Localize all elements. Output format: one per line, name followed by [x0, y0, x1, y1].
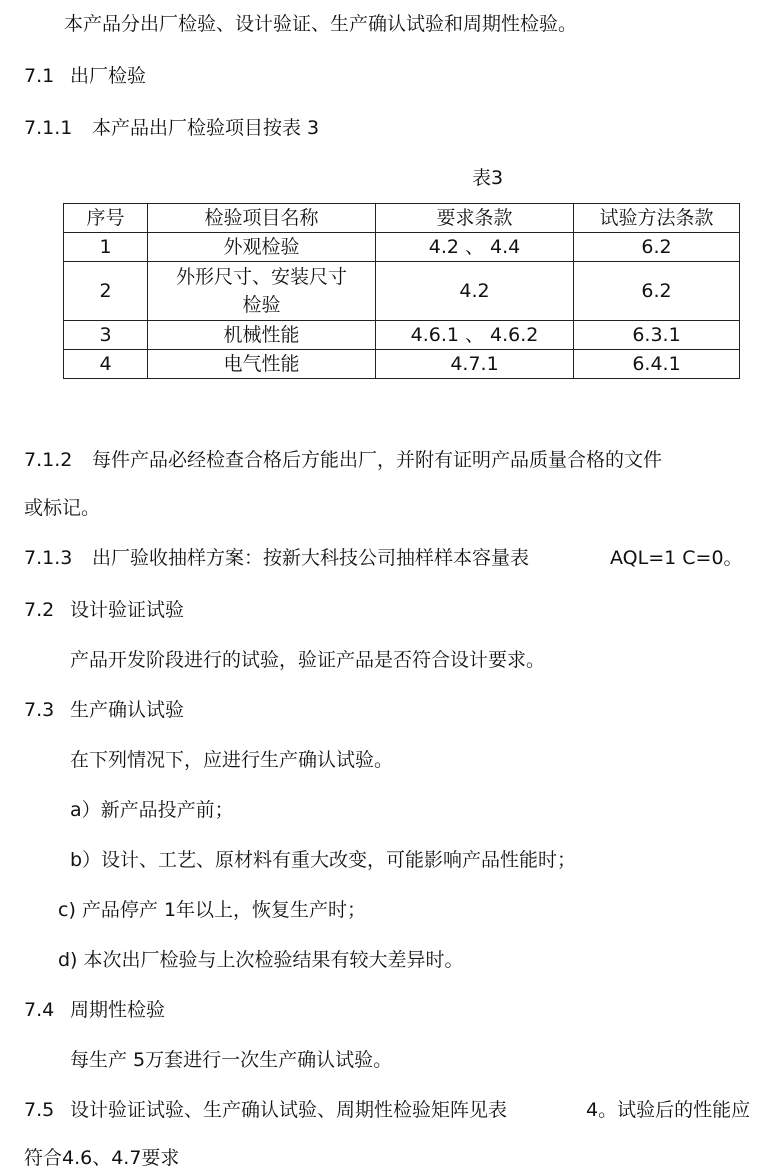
- section-text: 设计验证试验、生产确认试验、周期性检验矩阵见表: [70, 1099, 508, 1121]
- list-item-b: b）设计、工艺、原材料有重大改变，可能影响产品性能时；: [70, 849, 577, 871]
- aql-value: AQL=1 C=0。: [610, 547, 743, 569]
- item-name-cell: 外观检验: [148, 233, 376, 262]
- section-title: 生产确认试验: [70, 699, 185, 721]
- intro-paragraph: 本产品分出厂检验、设计验证、生产确认试验和周期性检验。: [64, 13, 578, 35]
- test-method-clause-cell: 6.4.1: [574, 350, 740, 379]
- section-number: 7.4: [24, 999, 55, 1021]
- clause-number: 7.1.3: [24, 547, 73, 569]
- table-row: [64, 350, 740, 379]
- clause-7-1-1: [24, 114, 319, 142]
- requirement-clause-cell: 4.2 、 4.4: [376, 233, 574, 262]
- clause-text: 每件产品必经检查合格后方能出厂，并附有证明产品质量合格的文件: [92, 449, 663, 471]
- clause-text: 本产品出厂检验项目按表 3: [92, 117, 320, 139]
- header-cell: 试验方法条款: [574, 204, 740, 233]
- header-cell: 检验项目名称: [148, 204, 376, 233]
- clause-7-1-2-continuation: 或标记。: [24, 497, 101, 519]
- item-name-line: 检验: [242, 294, 281, 316]
- section-title: 设计验证试验: [70, 599, 185, 621]
- item-name-line: 外形尺寸、安装尺寸: [175, 266, 347, 288]
- table-row: [64, 321, 740, 350]
- inspection-items-table: [63, 203, 740, 379]
- test-method-clause-cell: 6.2: [574, 262, 740, 321]
- section-title: 周期性检验: [70, 999, 166, 1021]
- requirement-clause-cell: 4.2: [376, 262, 574, 321]
- table-row: [64, 262, 740, 321]
- item-name-cell: 机械性能: [148, 321, 376, 350]
- header-cell: 要求条款: [376, 204, 574, 233]
- row-number-cell: 2: [64, 262, 148, 321]
- clause-number: 7.1.1: [24, 117, 73, 139]
- clause-7-1-3: [24, 544, 529, 572]
- list-item-a: a）新产品投产前；: [70, 799, 234, 821]
- test-method-clause-cell: 6.3.1: [574, 321, 740, 350]
- requirement-clause-cell: 4.6.1 、 4.6.2: [376, 321, 574, 350]
- section-number: 7.3: [24, 699, 55, 721]
- section-7-5-heading: [24, 1096, 507, 1124]
- test-method-clause-cell: 6.2: [574, 233, 740, 262]
- clause-text: 出厂验收抽样方案：按新大科技公司抽样样本容量表: [92, 547, 530, 569]
- section-7-2-heading: [24, 596, 184, 624]
- requirement-clause-cell: 4.7.1: [376, 350, 574, 379]
- table-row: [64, 233, 740, 262]
- section-7-4-body: 每生产 5万套进行一次生产确认试验。: [70, 1049, 393, 1071]
- row-number-cell: 1: [64, 233, 148, 262]
- section-title: 出厂检验: [70, 65, 147, 87]
- table-caption: 表3: [472, 167, 504, 189]
- clause-number: 7.1.2: [24, 449, 73, 471]
- list-item-c: c) 产品停产 1年以上，恢复生产时；: [58, 899, 367, 921]
- section-number: 7.5: [24, 1099, 55, 1121]
- list-item-d: d) 本次出厂检验与上次检验结果有较大差异时。: [58, 949, 464, 971]
- table-header-row: [64, 204, 740, 233]
- section-number: 7.2: [24, 599, 55, 621]
- section-7-3-body: 在下列情况下，应进行生产确认试验。: [70, 749, 394, 771]
- item-name-cell: [148, 262, 376, 321]
- section-7-3-heading: [24, 696, 184, 724]
- section-7-5-continuation: 符合4.6、4.7要求: [24, 1147, 180, 1169]
- item-name-cell: 电气性能: [148, 350, 376, 379]
- section-7-2-body: 产品开发阶段进行的试验，验证产品是否符合设计要求。: [70, 649, 546, 671]
- section-7-1-heading: [24, 62, 146, 90]
- section-number: 7.1: [24, 65, 55, 87]
- header-cell: 序号: [64, 204, 148, 233]
- section-7-4-heading: [24, 996, 165, 1024]
- section-7-5-tail: 4。试验后的性能应: [586, 1099, 751, 1121]
- row-number-cell: 3: [64, 321, 148, 350]
- clause-7-1-2: [24, 446, 662, 474]
- row-number-cell: 4: [64, 350, 148, 379]
